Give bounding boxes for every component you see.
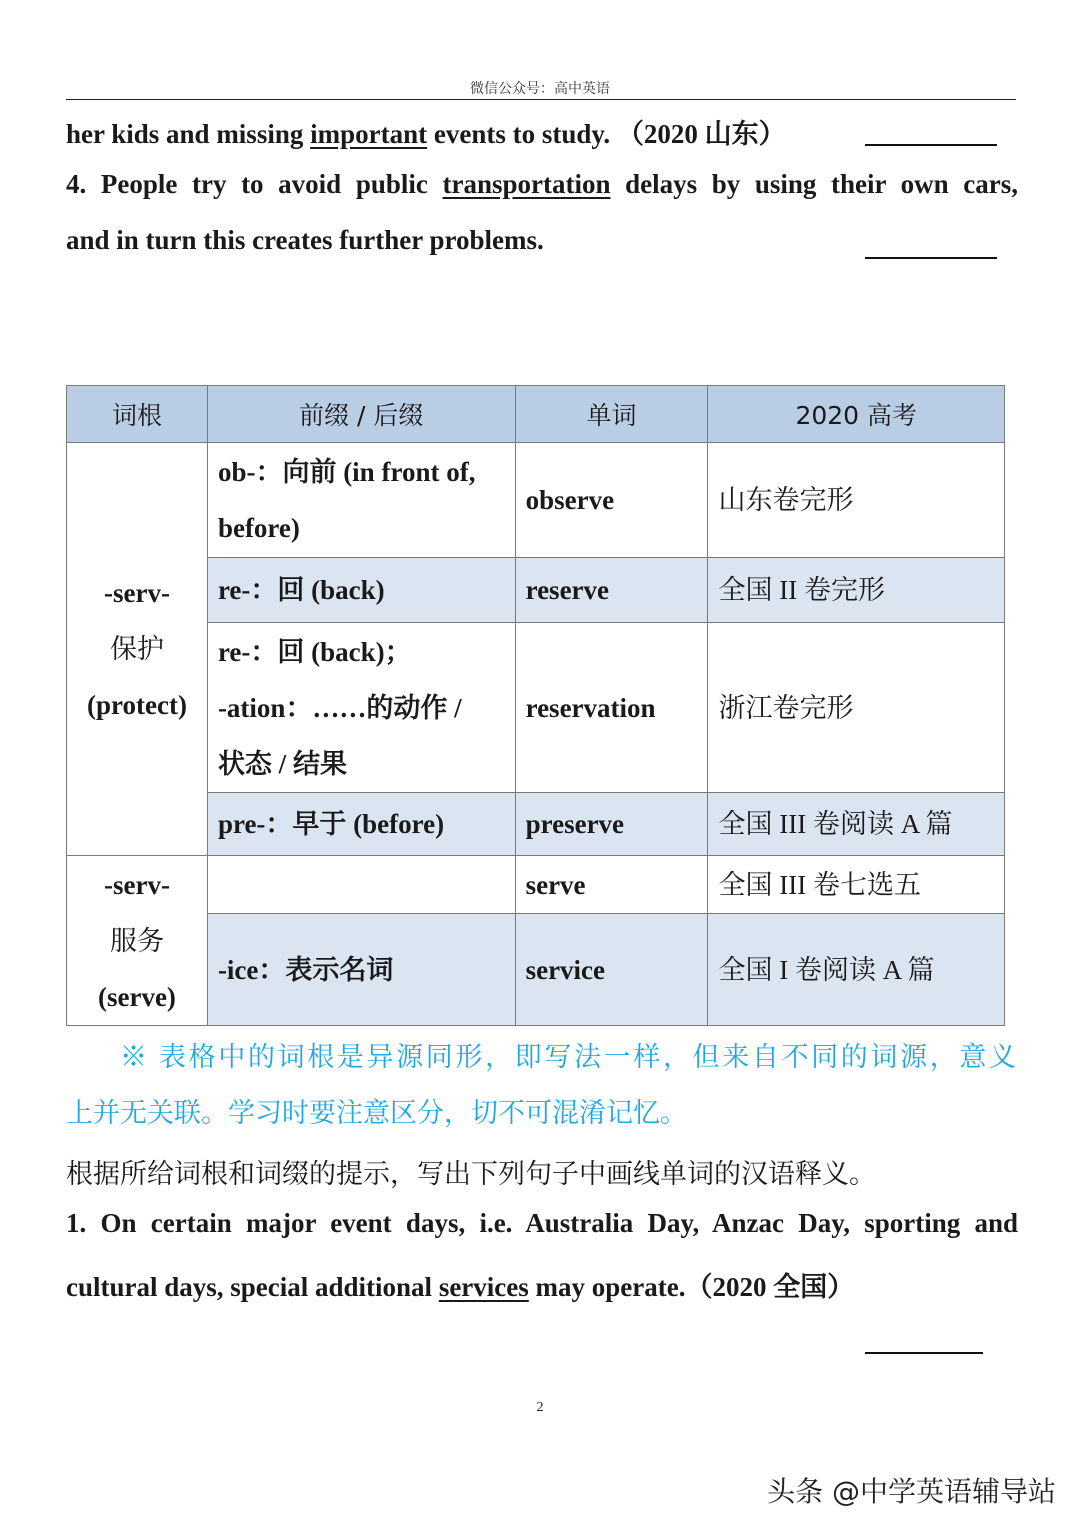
sentence-4-text: 4. People try to avoid public bbox=[66, 169, 443, 199]
question-1-source: may operate.（2020 全国） bbox=[528, 1272, 855, 1302]
root-meaning-cn: 保护 bbox=[109, 634, 164, 664]
header-exam: 2020 高考 bbox=[708, 386, 1005, 443]
question-1-line-1: 1. On certain major event days, i.e. Australia Day, Anzac Day, sporting and bbox=[66, 1208, 1018, 1238]
table-row bbox=[67, 623, 1005, 793]
word-cell: reserve bbox=[515, 558, 708, 623]
root-cell-serve bbox=[67, 856, 208, 1026]
exam-cell: 全国 III 卷七选五 bbox=[708, 856, 1005, 914]
page-number: 2 bbox=[536, 1400, 544, 1415]
word-cell: observe bbox=[515, 443, 708, 558]
table-row bbox=[67, 793, 1005, 856]
sentence-4-line-2: and in turn this creates further problems. bbox=[66, 225, 544, 255]
table-row bbox=[67, 558, 1005, 623]
instruction: 根据所给词根和词缀的提示，写出下列句子中画线单词的汉语释义。 bbox=[66, 1159, 876, 1189]
note-line-2: 上并无关联。学习时要注意区分，切不可混淆记忆。 bbox=[66, 1098, 687, 1128]
word-cell: preserve bbox=[515, 793, 708, 856]
root-cell-protect bbox=[67, 443, 208, 856]
sentence-3-source: events to study. （2020 山东） bbox=[427, 119, 786, 149]
word-cell: reservation bbox=[515, 623, 708, 793]
underlined-word-transportation: transportation bbox=[442, 169, 611, 199]
header-root: 词根 bbox=[67, 386, 208, 443]
answer-blank-3[interactable] bbox=[865, 144, 997, 146]
header-affix: 前缀 / 后缀 bbox=[207, 386, 515, 443]
affix-cell: pre-：早于 (before) bbox=[207, 793, 515, 856]
exam-cell: 全国 I 卷阅读 A 篇 bbox=[708, 914, 1005, 1026]
answer-blank-q1[interactable] bbox=[865, 1352, 983, 1354]
affix-cell: re-：回 (back) bbox=[207, 558, 515, 623]
affix-cell bbox=[207, 856, 515, 914]
affix-line: 状态 / 结果 bbox=[217, 748, 347, 779]
header-divider bbox=[66, 99, 1016, 100]
root-text: -serv- bbox=[103, 869, 170, 900]
affix-line: re-：回 (back)； bbox=[217, 636, 412, 667]
exam-cell: 山东卷完形 bbox=[708, 443, 1005, 558]
table-header-row bbox=[67, 386, 1005, 443]
underlined-word-services: services bbox=[438, 1272, 529, 1302]
table-row bbox=[67, 914, 1005, 1026]
sentence-3-text: her kids and missing bbox=[66, 119, 311, 149]
question-1-text: cultural days, special additional bbox=[66, 1272, 439, 1302]
exam-cell: 浙江卷完形 bbox=[708, 623, 1005, 793]
word-cell: service bbox=[515, 914, 708, 1026]
affix-line: -ation：……的动作 / bbox=[217, 692, 462, 723]
header-word: 单词 bbox=[515, 386, 708, 443]
sentence-4-line-1 bbox=[66, 169, 1018, 200]
affix-cell: -ice：表示名词 bbox=[207, 914, 515, 1026]
exam-cell: 全国 III 卷阅读 A 篇 bbox=[708, 793, 1005, 856]
watermark: 头条 @中学英语辅导站 bbox=[767, 1475, 1056, 1508]
table-row bbox=[67, 443, 1005, 558]
root-meaning-en: (protect) bbox=[86, 690, 187, 720]
affix-cell bbox=[207, 443, 515, 558]
affix-line: before) bbox=[217, 513, 300, 543]
note-block bbox=[66, 1029, 1016, 1141]
exam-cell: 全国 II 卷完形 bbox=[708, 558, 1005, 623]
word-cell: serve bbox=[515, 856, 708, 914]
word-root-table bbox=[66, 385, 1005, 1026]
question-1-line-2 bbox=[66, 1265, 1018, 1304]
sentence-4-text-end: delays by using their own cars, bbox=[610, 169, 1019, 199]
root-text: -serv- bbox=[103, 578, 170, 608]
root-meaning-cn: 服务 bbox=[109, 925, 164, 956]
table-row bbox=[67, 856, 1005, 914]
affix-line: ob-：向前 (in front of, bbox=[217, 457, 476, 487]
answer-blank-4[interactable] bbox=[865, 257, 997, 259]
affix-cell bbox=[207, 623, 515, 793]
page-header: 微信公众号：高中英语 bbox=[470, 81, 610, 97]
note-line-1: ※ 表格中的词根是异源同形，即写法一样，但来自不同的词源，意义 bbox=[120, 1042, 1016, 1072]
root-meaning-en: (serve) bbox=[97, 981, 176, 1012]
underlined-word-important: important bbox=[310, 119, 428, 149]
